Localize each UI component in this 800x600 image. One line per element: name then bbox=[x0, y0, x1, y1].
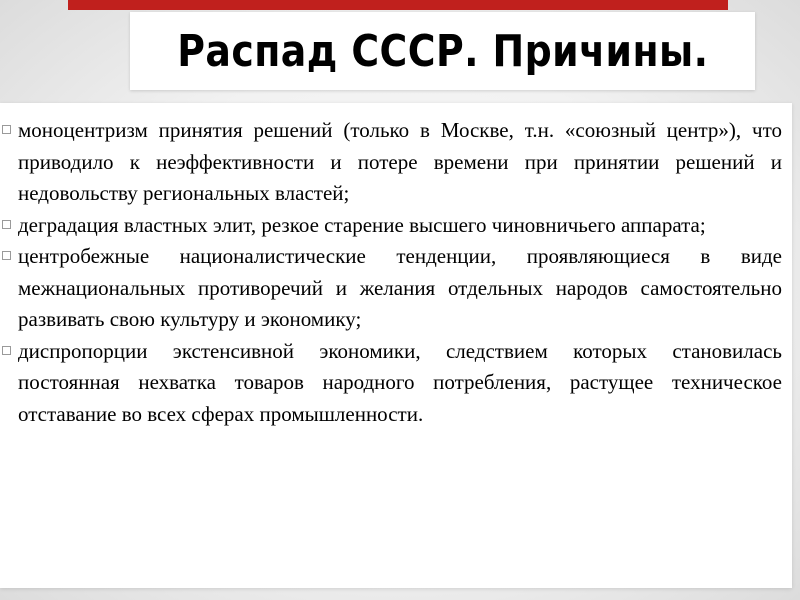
list-item-text: деградация властных элит, резкое старение высшего чиновничьего аппарата; bbox=[18, 212, 706, 237]
accent-bar bbox=[68, 0, 728, 10]
list-item-text: центробежные националистические тенденции, проявляющиеся в виде межнациональных противоречий и желания отдельных народов самостоятельно развивать свою культуру и экономику; bbox=[18, 244, 782, 331]
list-item bbox=[0, 336, 782, 431]
square-bullet-icon bbox=[2, 220, 11, 229]
list-item-text: моноцентризм принятия решений (только в Москве, т.н. «союзный центр»), что приводило к неэффективности и потере времени при принятии решений и недовольству региональных властей; bbox=[18, 118, 782, 205]
square-bullet-icon bbox=[2, 346, 11, 355]
slide-title: Распад СССР. Причины. bbox=[176, 25, 709, 77]
list-item bbox=[0, 241, 782, 336]
list-item bbox=[0, 115, 782, 210]
list-item bbox=[0, 210, 782, 242]
list-item-text: диспропорции экстенсивной экономики, следствием которых становилась постоянная нехватка товаров народного потребления, растущее техническое отставание во всех сферах промышленности. bbox=[18, 338, 782, 426]
title-box bbox=[130, 12, 755, 90]
content-panel bbox=[0, 103, 792, 588]
square-bullet-icon bbox=[2, 125, 11, 134]
causes-list bbox=[0, 115, 782, 430]
square-bullet-icon bbox=[2, 251, 11, 260]
